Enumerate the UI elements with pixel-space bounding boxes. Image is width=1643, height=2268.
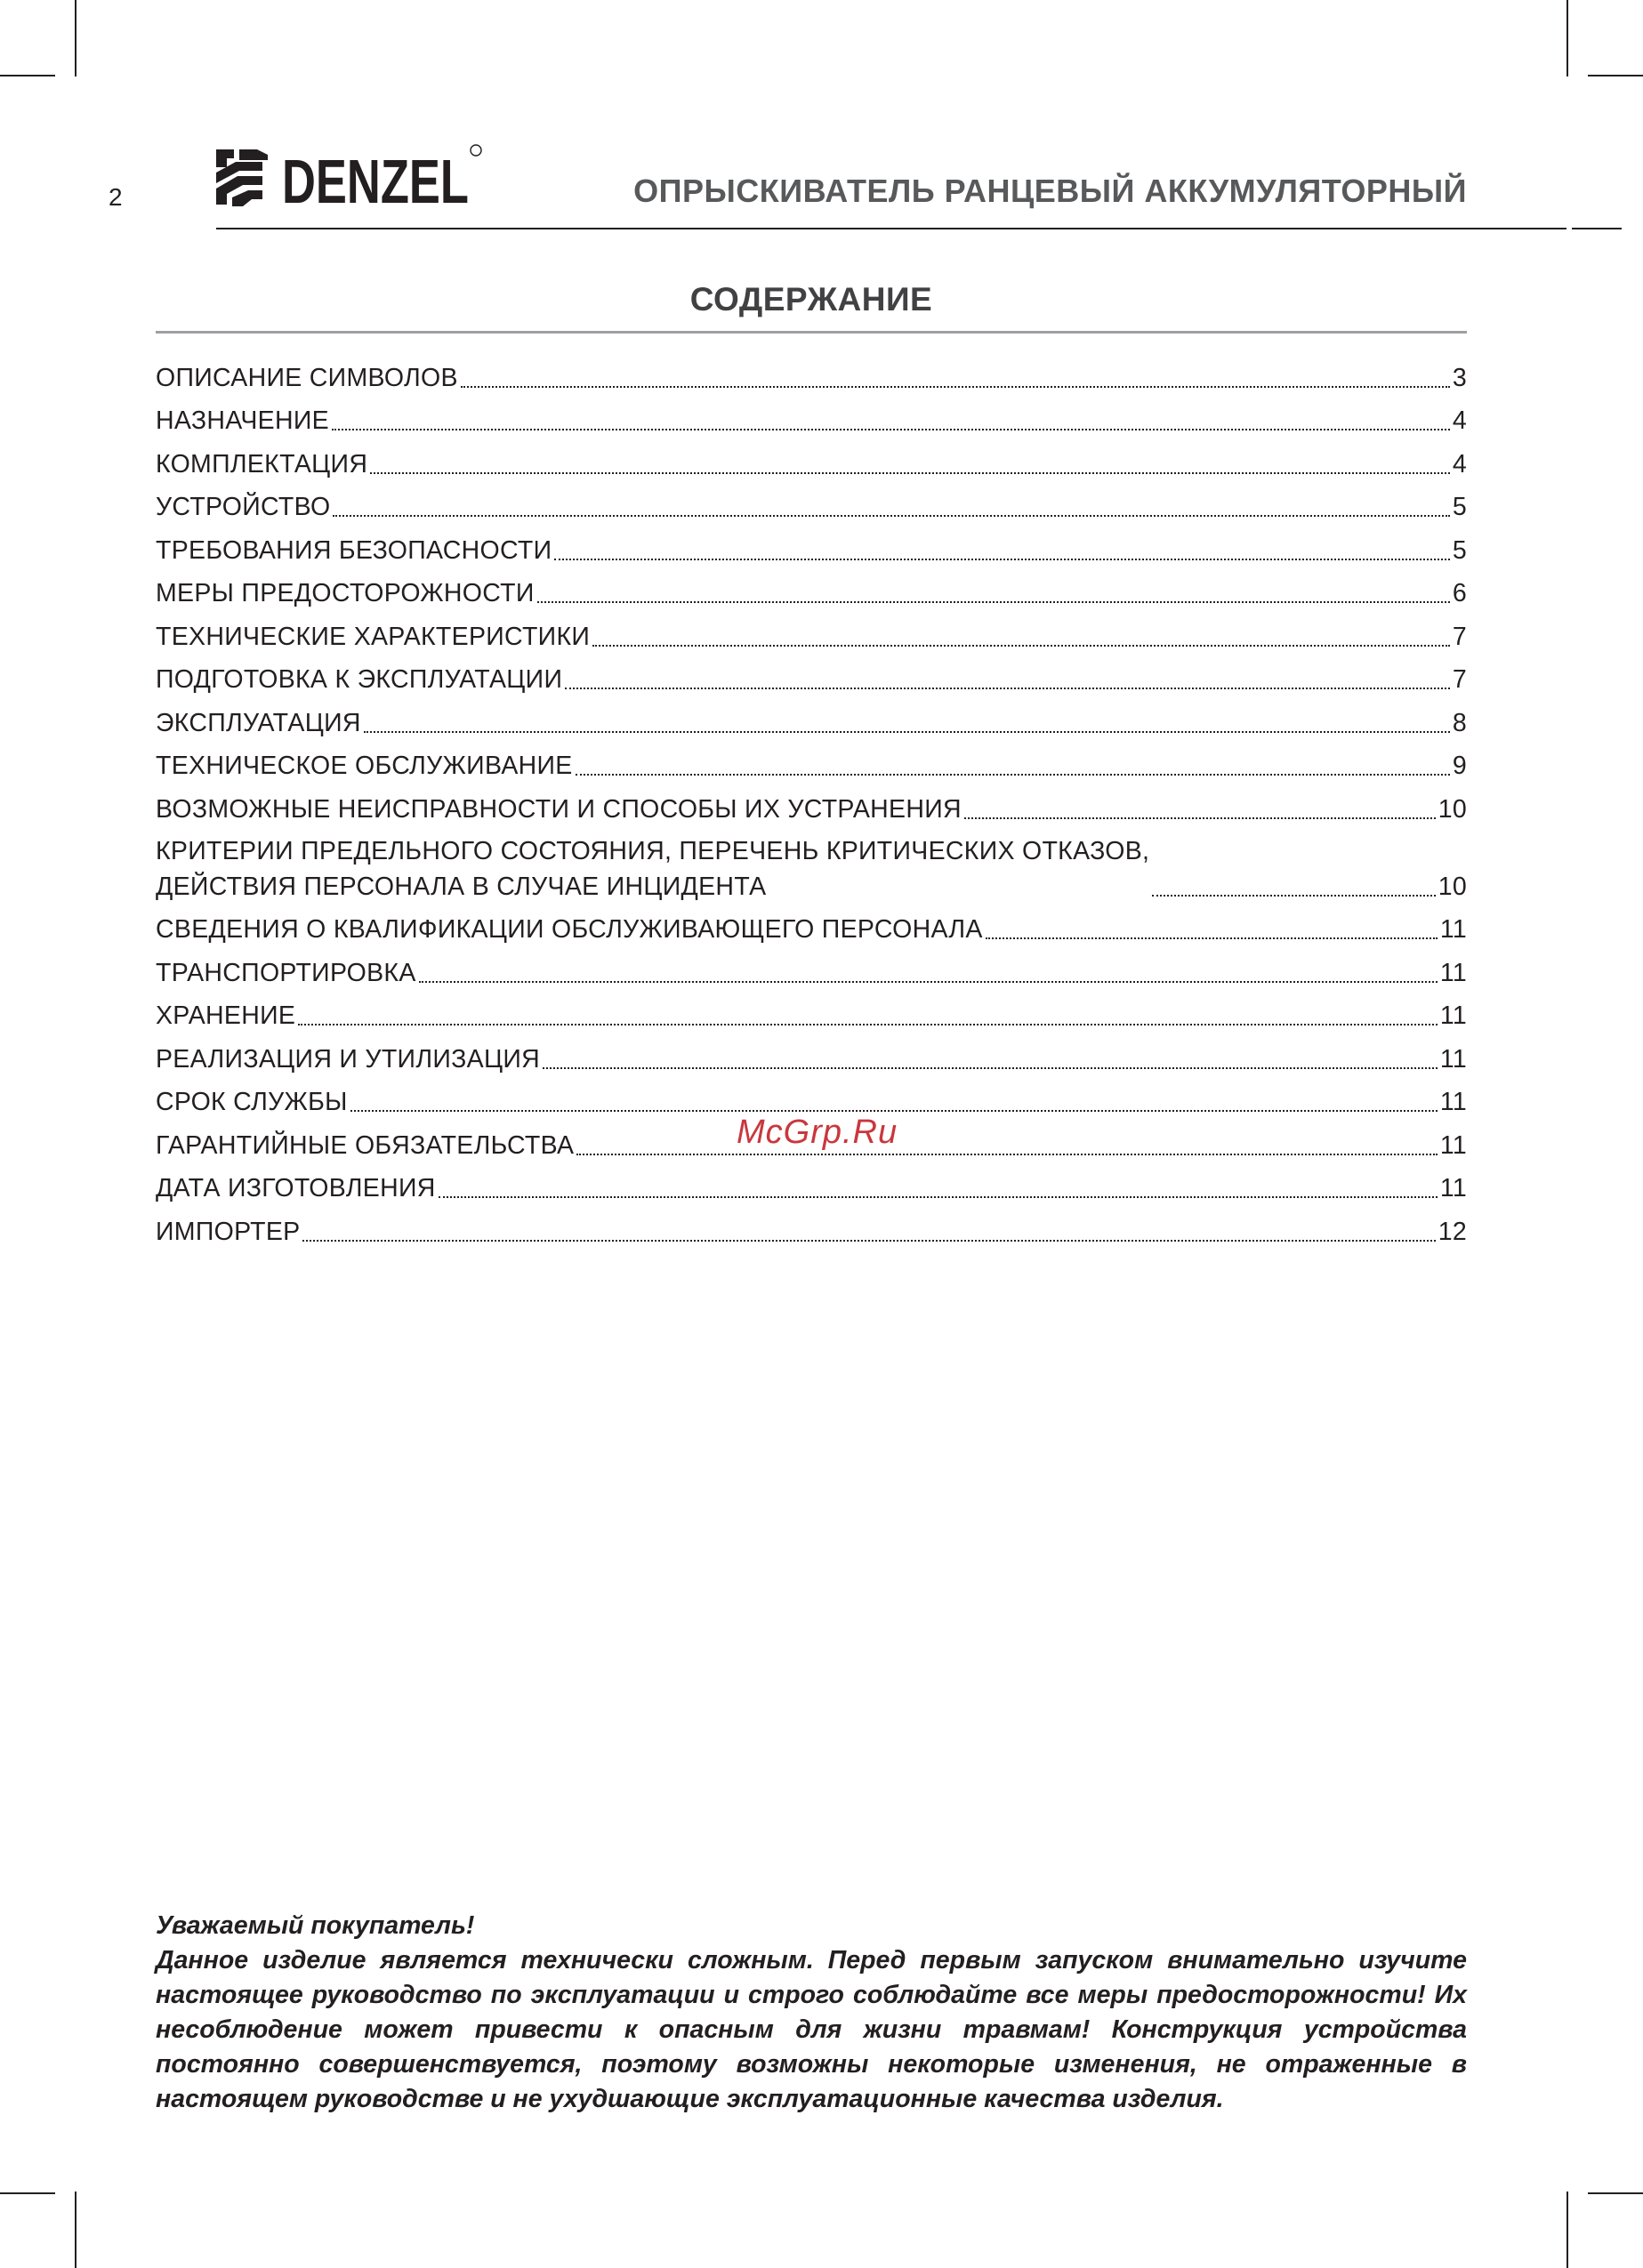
toc-entry-specs[interactable] [156, 611, 1467, 655]
crop-mark [1588, 2192, 1643, 2194]
toc-entry-page: 11 [1439, 1130, 1467, 1160]
crop-mark [75, 2192, 77, 2268]
toc-entry-page: 4 [1452, 449, 1467, 479]
toc-entry-title: КОМПЛЕКТАЦИЯ [156, 449, 368, 479]
toc-entry-title-line: КРИТЕРИИ ПРЕДЕЛЬНОГО СОСТОЯНИЯ, ПЕРЕЧЕНЬ КРИТИЧЕСКИХ ОТКАЗОВ, [156, 836, 1150, 865]
toc-entry-maintenance[interactable] [156, 741, 1467, 784]
toc-entry-title: ПОДГОТОВКА К ЭКСПЛУАТАЦИИ [156, 665, 563, 694]
toc-dot-leader [565, 688, 1450, 689]
toc-entry-title: РЕАЛИЗАЦИЯ И УТИЛИЗАЦИЯ [156, 1044, 540, 1074]
toc-entry-page: 12 [1438, 1217, 1467, 1246]
toc-dot-leader [1152, 895, 1435, 897]
toc-entry-title: УСТРОЙСТВО [156, 493, 331, 521]
toc-entry-page: 10 [1438, 794, 1467, 824]
toc-dot-leader [364, 731, 1450, 733]
document-title: ОПРЫСКИВАТЕЛЬ РАНЦЕВЫЙ АККУМУЛЯТОРНЫЙ [633, 173, 1467, 209]
toc-entry-page: 7 [1452, 622, 1467, 651]
header-divider [216, 228, 1566, 229]
toc-entry-transport[interactable] [156, 947, 1467, 991]
toc-entry-title: СВЕДЕНИЯ О КВАЛИФИКАЦИИ ОБСЛУЖИВАЮЩЕГО ПЕРСОНАЛА [156, 915, 983, 944]
toc-entry-page: 7 [1452, 665, 1467, 694]
toc-heading: СОДЕРЖАНИЕ [689, 281, 933, 318]
toc-entry-page: 10 [1438, 872, 1467, 901]
toc-dot-leader [576, 774, 1450, 776]
toc-entry-purpose[interactable] [156, 396, 1467, 439]
toc-dot-leader [333, 515, 1449, 517]
toc-dot-leader [592, 645, 1450, 647]
toc-dot-leader [370, 472, 1450, 474]
toc-entry-page: 11 [1439, 1044, 1467, 1074]
crop-mark [0, 2192, 55, 2194]
toc-dot-leader [439, 1196, 1438, 1198]
toc-entry-device[interactable] [156, 482, 1467, 526]
toc-entry-title: НАЗНАЧЕНИЕ [156, 406, 329, 435]
toc-dot-leader [554, 559, 1449, 560]
toc-entry-page: 6 [1452, 579, 1467, 607]
toc-entry-qualification[interactable] [156, 905, 1467, 948]
toc-entry-title: ИМПОРТЕР [156, 1217, 301, 1246]
toc-dot-leader [537, 601, 1450, 603]
toc-entry-storage[interactable] [156, 991, 1467, 1034]
toc-dot-leader [576, 1154, 1438, 1155]
toc-dot-leader [986, 937, 1438, 939]
toc-entry-title: МЕРЫ ПРЕДОСТОРОЖНОСТИ [156, 579, 535, 607]
toc-entry-title: ТРАНСПОРТИРОВКА [156, 958, 416, 987]
toc-entry-title-line: ДЕЙСТВИЯ ПЕРСОНАЛА В СЛУЧАЕ ИНЦИДЕНТА [156, 872, 767, 901]
crop-mark [0, 75, 55, 76]
toc-entry-preparation[interactable] [156, 655, 1467, 698]
toc-dot-leader [350, 1110, 1438, 1112]
toc-entry-title: ОПИСАНИЕ СИМВОЛОВ [156, 363, 458, 392]
toc-dot-leader [332, 429, 1450, 430]
toc-entry-title: ТРЕБОВАНИЯ БЕЗОПАСНОСТИ [156, 535, 552, 565]
toc-entry-page: 3 [1452, 363, 1467, 392]
toc-entry-operation[interactable] [156, 697, 1467, 741]
toc-entry-page: 11 [1439, 1088, 1467, 1116]
crop-mark [1588, 75, 1643, 76]
toc-dot-leader [964, 817, 1436, 819]
toc-entry-disposal[interactable] [156, 1033, 1467, 1077]
toc-dot-leader [543, 1067, 1438, 1069]
header-divider [1572, 228, 1622, 229]
crop-mark [1566, 2192, 1568, 2268]
denzel-shield-icon [216, 149, 268, 206]
notice-text: Данное изделие является технически сложным. Перед первым запуском внимательно изучите настоящее руководство по эксплуатации и строго соблюдайте все меры предосторожности! Их несоблюдение может привести к опасным для жизни травмам! Конструкция устройства постоянно совершенствуется, поэтому возможны некоторые изменения, не отраженные в настоящем руководстве и не ухудшающие эксплуатационные качества изделия. [156, 1946, 1467, 2113]
toc-heading-divider [156, 331, 1467, 334]
toc-dot-leader [298, 1024, 1438, 1025]
toc-entry-package[interactable] [156, 438, 1467, 482]
customer-notice [156, 1909, 1467, 2117]
toc-entry-title: ДАТА ИЗГОТОВЛЕНИЯ [156, 1174, 436, 1202]
notice-greeting: Уважаемый покупатель! [156, 1911, 475, 1940]
toc-dot-leader [419, 981, 1438, 983]
toc-entry-title: ТЕХНИЧЕСКИЕ ХАРАКТЕРИСТИКИ [156, 622, 591, 651]
toc-entry-page: 11 [1439, 1001, 1467, 1030]
crop-mark [1566, 0, 1568, 76]
toc-entry-title: ТЕХНИЧЕСКОЕ ОБСЛУЖИВАНИЕ [156, 752, 573, 780]
brand-wordmark: DENZEL [282, 147, 469, 216]
toc-entry-title [156, 833, 1149, 905]
toc-entry-page: 4 [1452, 406, 1467, 435]
toc-entry-safety[interactable] [156, 525, 1467, 568]
watermark: McGrp.Ru [737, 1114, 898, 1151]
brand-logo [216, 142, 483, 215]
toc-entry-page: 8 [1452, 708, 1467, 737]
toc-entry-page: 11 [1439, 915, 1467, 944]
toc-entry-page: 11 [1439, 1174, 1467, 1202]
toc-entry-page: 11 [1439, 958, 1467, 987]
toc-entry-symbols[interactable] [156, 352, 1467, 396]
toc-entry-importer[interactable] [156, 1206, 1467, 1250]
toc-entry-precautions[interactable] [156, 568, 1467, 612]
toc-entry-page: 9 [1452, 752, 1467, 780]
registered-mark-icon [471, 145, 481, 156]
toc-entry-title: ХРАНЕНИЕ [156, 1001, 296, 1030]
toc-entry-troubleshooting[interactable] [156, 784, 1467, 827]
toc-entry-page: 5 [1452, 493, 1467, 521]
toc-entry-manufacture-date[interactable] [156, 1163, 1467, 1207]
toc-entry-title: ГАРАНТИЙНЫЕ ОБЯЗАТЕЛЬСТВА [156, 1130, 575, 1160]
toc-entry-page: 5 [1452, 535, 1467, 565]
toc-entry-title: ВОЗМОЖНЫЕ НЕИСПРАВНОСТИ И СПОСОБЫ ИХ УСТРАНЕНИЯ [156, 794, 962, 824]
crop-mark [75, 0, 77, 76]
toc-entry-limit-criteria[interactable] [156, 827, 1467, 905]
toc-dot-leader [302, 1240, 1435, 1242]
toc-entry-title: СРОК СЛУЖБЫ [156, 1088, 348, 1116]
toc-entry-title: ЭКСПЛУАТАЦИЯ [156, 708, 361, 737]
page-number: 2 [109, 183, 123, 211]
toc-dot-leader [461, 386, 1450, 388]
